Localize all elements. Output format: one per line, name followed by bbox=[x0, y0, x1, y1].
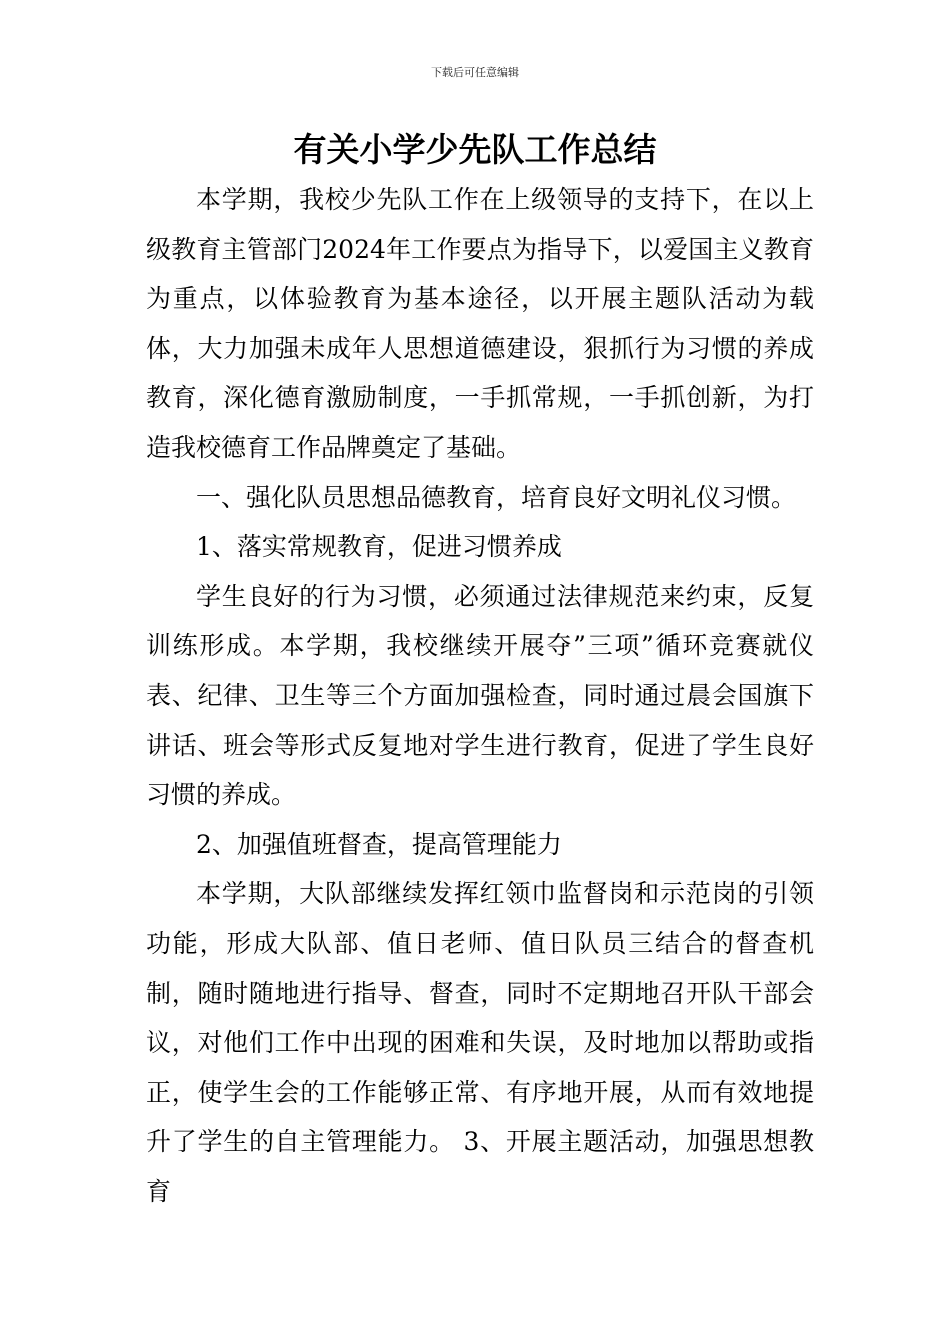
intro-paragraph: 本学期，我校少先队工作在上级领导的支持下，在以上级教育主管部门2024年工作要点为指导下，以爱国主义教育为重点，以体验教育为基本途径，以开展主题队活动为载体，大力加强未成年人思想道德建设，狠抓行为习惯的养成教育，深化德育激励制度，一手抓常规，一手抓创新，为打造我校德育工作品牌奠定了基础。 bbox=[146, 185, 814, 462]
section-heading-1: 一、强化队员思想品德教育，培育良好文明礼仪习惯。 bbox=[196, 482, 797, 512]
subheading-1: 1、落实常规教育，促进习惯养成 bbox=[196, 532, 562, 562]
body-paragraph-2: 本学期，大队部继续发挥红领巾监督岗和示范岗的引领功能，形成大队部、值日老师、值日队员三结合的督查机制，随时随地进行指导、督查，同时不定期地召开队干部会议，对他们工作中出现的困难和失误，及时地加以帮助或指正，使学生会的工作能够正常、有序地开展，从而有效地提升了学生的自主管理能力。 3、开展主题活动，加强思想教育 bbox=[146, 879, 814, 1206]
subheading-2: 2、加强值班督查，提高管理能力 bbox=[196, 829, 562, 859]
page-header-note: 下载后可任意编辑 bbox=[431, 66, 519, 79]
body-paragraph-1: 学生良好的行为习惯，必须通过法律规范来约束，反复训练形成。本学期，我校继续开展夺”三项”循环竞赛就仪表、纪律、卫生等三个方面加强检查，同时通过晨会国旗下讲话、班会等形式反复地对学生进行教育，促进了学生良好习惯的养成。 bbox=[146, 581, 814, 810]
document-title: 有关小学少先队工作总结 bbox=[293, 130, 657, 169]
document-body bbox=[146, 175, 814, 1216]
